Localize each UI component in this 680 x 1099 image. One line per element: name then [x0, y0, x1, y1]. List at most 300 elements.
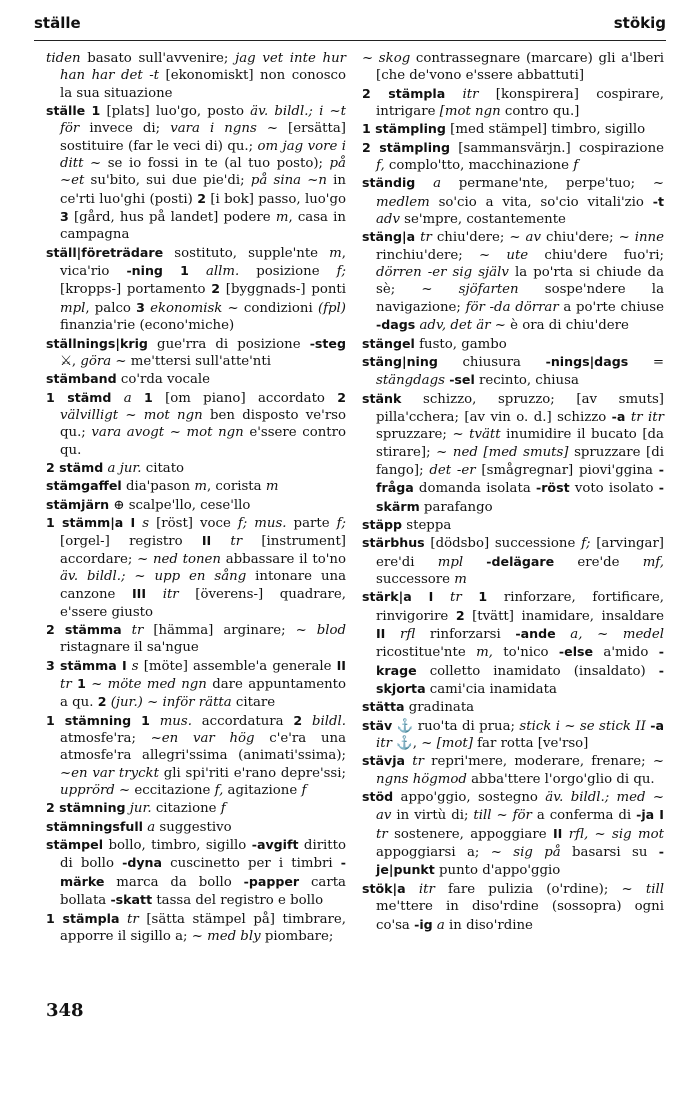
headword: 2	[455, 607, 465, 623]
italic-text: (jur.) ~ inför rätta	[110, 695, 232, 711]
definition-text: se'mpre, costantemente	[399, 212, 566, 228]
italic-text: itr	[162, 587, 179, 603]
headword: -fråga	[376, 461, 664, 496]
dictionary-entry	[362, 880, 664, 934]
headword: -skjorta	[376, 662, 664, 697]
definition-text: [sätta stämpel på] timbrare, apporre il sigillo a;	[60, 911, 346, 944]
definition-text: contrassegnare (marcare) gli a'lberi [che de'vono e'ssere abbattuti]	[376, 51, 664, 84]
italic-text: m	[265, 479, 279, 495]
italic-text: vara avogt ~ mot ngn	[91, 425, 244, 441]
definition-text	[628, 355, 653, 370]
italic-text: om jag vore i ditt ~	[60, 138, 347, 172]
italic-text: rfl, ~ sig mot	[568, 826, 664, 842]
italic-text: = stängdags	[376, 354, 664, 389]
italic-text: äv. bildl.; i ~t för	[60, 104, 346, 137]
definition-text: voto isolato	[569, 481, 659, 497]
definition-text: la po'rta si chiude da sè;	[376, 265, 664, 298]
dictionary-entry	[46, 657, 346, 712]
headword: 2 stämpla	[362, 85, 446, 101]
italic-text: a	[436, 917, 445, 933]
headword: -steg	[309, 335, 346, 351]
left-column	[46, 50, 346, 945]
italic-text: på ~et	[60, 156, 346, 189]
headword: stämgaffel	[46, 478, 122, 494]
headword: stärbhus	[362, 535, 425, 551]
italic-text: a, ~ medel	[570, 627, 664, 642]
italic-text: tr	[131, 623, 144, 638]
italic-text: m	[194, 479, 207, 495]
headword: 2 stämpling	[362, 139, 450, 155]
headword: 1 stämpla	[46, 910, 120, 926]
definition-text	[146, 587, 163, 602]
italic-text: för -da dörrar	[465, 299, 559, 315]
italic-text: ~ med bly	[191, 928, 261, 944]
italic-text: a	[123, 390, 132, 406]
definition-text: appoggiarsi a;	[376, 845, 491, 861]
definition-text: [konspirera] cospirare, intrigare	[376, 86, 664, 120]
definition-text: invece di;	[79, 121, 171, 137]
definition-text: colletto inamidato (insaldato)	[416, 663, 659, 679]
headword: stämningsfull	[46, 818, 143, 834]
definition-text: [i bok] passo, luo'go	[205, 191, 346, 207]
italic-text: tr	[449, 590, 462, 606]
definition-text	[211, 534, 230, 549]
definition-text: [tvätt] inamidare, insaldare	[464, 608, 665, 624]
definition-text: chiu'dere fuo'ri;	[528, 247, 664, 263]
italic-text: itr	[418, 881, 435, 897]
dictionary-entry	[46, 910, 346, 946]
definition-text: a'mido	[593, 645, 659, 661]
definition-text: parafango	[419, 499, 493, 515]
headword: III	[132, 586, 147, 602]
definition-text: rinchiu'dere;	[376, 247, 479, 263]
italic-text: ~ inne	[618, 230, 664, 246]
italic-text: vara i ngns ~	[170, 121, 278, 137]
definition-text: , vica'rio	[60, 245, 346, 280]
definition-text: [hämma] arginare;	[143, 623, 296, 638]
headword: stök|a	[362, 880, 406, 896]
italic-text: det -er	[429, 462, 476, 478]
dictionary-entry	[46, 50, 346, 102]
definition-text: rinforzare, fortificare, rinvigorire	[376, 590, 665, 624]
definition-text: ⚓,	[391, 736, 422, 752]
definition-text: me'ttersi sull'atte'nti	[126, 353, 271, 369]
definition-text: condizioni	[238, 300, 318, 316]
headword: 1 stämpling	[362, 121, 446, 137]
italic-text: ~ möte med ngn	[91, 677, 207, 693]
headword: -avgift	[251, 837, 299, 853]
headword: -ja I	[636, 807, 664, 823]
dictionary-entry	[46, 370, 346, 388]
italic-text: ~ ned tonen	[137, 551, 221, 567]
italic-text: tr	[60, 677, 72, 693]
definition-text: [dödsbo] successione	[424, 536, 582, 552]
definition-text: ere'de	[554, 554, 643, 570]
headword: -skärm	[376, 480, 664, 514]
definition-text	[302, 714, 312, 729]
headword: -sel	[449, 372, 475, 388]
definition-text: diritto di bollo	[60, 838, 346, 872]
definition-text: inumidire il bucato [da stirare];	[376, 427, 664, 460]
headword: -skatt	[110, 892, 153, 908]
italic-text: m	[329, 245, 342, 261]
italic-text: ~ av	[509, 230, 541, 246]
italic-text: ~ sjöfarten	[421, 282, 519, 298]
definition-text: atmosfe'ra;	[60, 731, 151, 747]
headword: -nings|dags	[545, 353, 629, 369]
dictionary-entry	[46, 836, 346, 909]
headword: -papper	[243, 873, 300, 889]
dictionary-entry	[362, 85, 664, 121]
definition-text: punto d'appo'ggio	[434, 863, 561, 879]
italic-text: s	[131, 658, 139, 674]
definition-text: dare appuntamento a qu.	[60, 677, 346, 711]
definition-text: tassa del registro e bollo	[152, 893, 324, 909]
italic-text: ~en var tryckt	[60, 765, 159, 781]
italic-text: jag vet inte hur han har det -t	[60, 51, 346, 84]
italic-text: mf,	[642, 554, 664, 570]
italic-text: f,	[376, 158, 385, 174]
headword: -ning 1	[126, 263, 189, 279]
italic-text: a	[147, 819, 156, 835]
headword: 1 stämning 1	[46, 712, 150, 728]
headword: -a	[650, 717, 664, 733]
italic-text: tr	[420, 230, 432, 246]
italic-text: tr itr	[630, 409, 664, 425]
headword: 3 stämma I	[46, 657, 127, 673]
definition-text: contro qu.]	[500, 104, 580, 120]
headword: stänk	[362, 390, 402, 406]
definition-text: complo'tto, macchinazione	[384, 158, 574, 174]
definition-text: dia'pason	[121, 479, 195, 495]
dictionary-entry	[362, 698, 664, 716]
italic-text: ~ sig på	[490, 845, 561, 861]
definition-text: [möte] assemble'a generale	[138, 658, 337, 674]
italic-text: f;	[336, 264, 347, 280]
definition-text: suggestivo	[155, 819, 232, 835]
headword: -ande	[515, 626, 556, 641]
dictionary-entry	[362, 120, 664, 138]
italic-text: allm.	[205, 264, 240, 280]
headword: -a	[611, 408, 626, 424]
headword: 2	[97, 694, 107, 710]
definition-text: [överens-] quadrare, e'ssere giusto	[60, 587, 346, 620]
definition-text: ricostitue'nte	[376, 645, 477, 661]
definition-text: gli spi'riti e'rano depre'ssi;	[158, 765, 346, 781]
definition-text: abba'ttere l'orgo'glio di qu.	[466, 771, 655, 787]
headword: stäv	[362, 717, 393, 733]
definition-text: [röst] voce	[149, 515, 238, 531]
definition-text: recinto, chiusa	[474, 373, 579, 389]
definition-text: [arvingar] ere'di	[376, 536, 664, 570]
definition-text	[445, 87, 462, 102]
dictionary-entry	[362, 174, 664, 228]
definition-text: accordatura	[191, 713, 294, 729]
definition-text: far rotta [ve'rso]	[472, 736, 589, 752]
italic-text: ~ skog	[362, 51, 411, 66]
headword: -dags	[376, 317, 416, 333]
dictionary-entry	[46, 799, 346, 817]
headword: stöd	[362, 789, 394, 805]
italic-text: jur.	[129, 801, 152, 817]
italic-text: f;	[581, 536, 591, 552]
definition-text: [plats] luo'go, posto	[100, 104, 251, 120]
italic-text: mpl	[60, 300, 86, 316]
definition-text: , palco	[85, 300, 137, 316]
dictionary-entry	[46, 459, 346, 477]
italic-text: upprörd ~	[60, 783, 131, 799]
dictionary-entry	[46, 818, 346, 836]
headword: -märke	[60, 855, 347, 889]
definition-text: abbassare il to'no	[221, 551, 346, 567]
italic-text: f	[573, 158, 579, 174]
definition-text: domanda isolata	[413, 481, 536, 497]
definition-text: gradinata	[404, 700, 475, 716]
definition-text: appo'ggio, sostegno	[393, 790, 546, 806]
definition-text: citazione	[151, 801, 221, 817]
dictionary-entry	[362, 717, 664, 753]
dictionary-entry	[46, 621, 346, 657]
definition-text: ⚓ ruo'ta di prua;	[392, 718, 520, 734]
definition-text: basato sull'avvenire;	[80, 51, 236, 66]
italic-text: f;	[336, 515, 346, 531]
definition-text: fusto, gambo	[414, 336, 507, 352]
italic-text: tr	[376, 826, 388, 842]
headword: -delägare	[486, 553, 555, 569]
definition-text: chiu'dere;	[431, 230, 510, 246]
dictionary-entry	[362, 752, 664, 788]
dictionary-entry	[46, 496, 346, 514]
headword: 2	[293, 712, 303, 728]
dictionary-entry	[46, 102, 346, 244]
definition-text	[189, 264, 206, 279]
definition-text: [ersätta] sostituire (far le veci di) qu.;	[60, 121, 346, 154]
definition-text: chiu'dere;	[541, 230, 619, 246]
headword: 2 stämning	[46, 800, 126, 816]
definition-text: fare pulizia (o'rdine);	[434, 881, 622, 897]
italic-text: ~ ngns högmod	[376, 754, 664, 787]
definition-text: cami'cia inamidata	[425, 682, 557, 698]
dictionary-entry	[46, 477, 346, 495]
italic-text: ~ blod	[295, 623, 347, 638]
headword: stängel	[362, 335, 415, 351]
italic-text: adv	[376, 212, 400, 228]
definition-text: , casa in campagna	[60, 210, 346, 243]
headword: II	[552, 825, 563, 841]
definition-text: steppa	[402, 517, 452, 533]
definition-text: carta bollata	[60, 874, 346, 909]
definition-text: [instrument] accordare;	[60, 534, 346, 567]
dictionary-entry	[362, 516, 664, 534]
headword: ständig	[362, 175, 416, 191]
right-column	[362, 50, 664, 934]
headword: II	[376, 626, 386, 641]
definition-text: bollo, timbro, sigillo	[103, 838, 252, 854]
headword: 2	[197, 190, 206, 206]
headword: stämpel	[46, 837, 104, 853]
definition-text: in virtù di;	[391, 808, 474, 824]
definition-text: [gård, hus på landet] podere	[68, 210, 276, 226]
dictionary-entry	[46, 514, 346, 621]
headword: -ig	[414, 916, 433, 932]
headword: 1	[143, 389, 153, 405]
definition-text: agitazione	[223, 783, 302, 799]
definition-text: successore	[376, 571, 455, 587]
definition-text: piombare;	[260, 928, 334, 944]
italic-text: m	[275, 210, 289, 226]
italic-text: till ~ för	[473, 808, 532, 824]
headword: II	[336, 657, 346, 673]
dictionary-entry	[362, 534, 664, 588]
dictionary-entry	[362, 390, 664, 516]
headword: stärk|a I	[362, 589, 434, 605]
italic-text: mpl	[437, 554, 464, 570]
definition-text: me'ttere in diso'rdine (sossopra) ogni co'sa	[376, 899, 664, 933]
dictionary-entry	[362, 139, 664, 175]
definition-text: sostenere, appoggiare	[387, 826, 553, 842]
italic-text: välvilligt ~ mot ngn	[60, 407, 203, 423]
definition-text	[119, 912, 127, 927]
headword: stäng|ning	[362, 353, 438, 369]
definition-text: ⊕ scalpe'llo, cese'llo	[109, 497, 251, 513]
headword: -röst	[535, 480, 570, 496]
dictionary-entry	[362, 228, 664, 334]
definition-text: sospe'ndere la navigazione;	[376, 282, 664, 315]
italic-text: f	[301, 783, 307, 799]
definition-text: [kropps-] portamento	[60, 282, 212, 298]
definition-text: schizzo, spruzzo; [av smuts] pilla'cchera; [av vin o. d.] schizzo	[376, 391, 664, 425]
italic-text: på sina ~n	[250, 173, 327, 189]
definition-text: cuscinetto per i timbri	[162, 856, 341, 872]
headword: ställ|företrädare	[46, 244, 164, 260]
headword: 2 stämd	[46, 459, 104, 475]
definition-text: ristagnare il sa'ngue	[60, 640, 199, 656]
definition-text: e'ssere contro qu.	[60, 425, 346, 458]
italic-text: f; mus.	[237, 515, 287, 531]
italic-text: [mot ngn	[439, 104, 501, 120]
definition-text	[385, 627, 400, 642]
italic-text: tr	[127, 911, 139, 927]
italic-text: tr	[412, 754, 424, 770]
definition-text: a po'rte chiuse	[558, 299, 664, 315]
headword: 2	[211, 281, 221, 297]
dictionary-entry	[362, 588, 664, 698]
definition-text: ben disposto ve'rso qu.;	[60, 407, 346, 441]
italic-text: (fpl)	[317, 300, 346, 316]
headword: -else	[558, 644, 594, 660]
definition-text	[556, 627, 571, 642]
headword: ställnings|krig	[46, 335, 148, 351]
dictionary-entry	[362, 50, 664, 85]
definition-text: [smågregnar] piovi'ggina	[475, 462, 659, 478]
italic-text: a jur.	[107, 460, 142, 476]
definition-text	[463, 555, 486, 570]
italic-text: ~ [mot]	[421, 736, 473, 752]
dictionary-entry	[362, 788, 664, 880]
definition-text: parte	[286, 515, 337, 531]
definition-text: è ora di chiu'dere	[505, 318, 629, 334]
italic-text: a	[433, 176, 442, 192]
headword: stäpp	[362, 516, 403, 532]
italic-text: tiden	[46, 51, 81, 66]
running-header	[34, 14, 666, 36]
italic-text: ~ medlem	[376, 176, 664, 210]
italic-text: dörren -er sig själv	[376, 265, 509, 281]
definition-text: spruzzare [di fango];	[376, 444, 665, 478]
italic-text: s	[142, 515, 150, 531]
headword: -je|punkt	[376, 844, 664, 878]
italic-text: ~ till	[621, 881, 664, 897]
italic-text: adv, det är ~	[419, 318, 506, 334]
definition-text: , corista	[206, 479, 266, 495]
dictionary-entry	[362, 353, 664, 390]
definition-text: to'nico	[492, 645, 559, 661]
italic-text: stick i ~ se stick II	[519, 718, 646, 734]
definition-text: [orgel-] registro	[60, 534, 202, 550]
italic-text: mus.	[159, 713, 192, 729]
definition-text: [byggnads-] ponti	[220, 282, 347, 298]
headword: 1 stämd	[46, 389, 112, 405]
headword: -dyna	[122, 855, 163, 871]
italic-text: itr	[376, 736, 392, 752]
definition-text: [ekonomiskt] non conosco la sua situazione	[60, 68, 346, 101]
headword: 2 stämma	[46, 622, 122, 637]
definition-text	[415, 176, 433, 191]
definition-text: spruzzare;	[376, 427, 453, 443]
headword: 1 stämm|a I	[46, 514, 136, 530]
headword: -krage	[376, 644, 664, 678]
definition-text: co'rda vocale	[116, 372, 211, 388]
italic-text: ekonomisk ~	[150, 300, 239, 316]
definition-text: permane'nte, perpe'tuo;	[441, 176, 653, 192]
definition-text: c'e'ra una atmosfe'ra allegri'ssima (animati'ssima);	[60, 731, 347, 764]
definition-text: citare	[231, 695, 276, 711]
definition-text: se io fossi in te (al tuo posto);	[101, 156, 330, 172]
definition-text: basarsi su	[560, 845, 659, 861]
headword: 3	[136, 299, 145, 315]
italic-text: m	[454, 571, 467, 587]
definition-text: gue'rra di posizione	[147, 336, 310, 352]
headword: -t	[652, 193, 664, 209]
definition-text: marca da bollo	[104, 874, 244, 890]
dictionary-entry	[46, 712, 346, 800]
headword: stäng|a	[362, 229, 416, 245]
definition-text: rinforzarsi	[415, 627, 516, 642]
headword: 1	[478, 589, 488, 605]
italic-text: rfl	[400, 627, 416, 642]
definition-text: in diso'rdine	[444, 917, 533, 933]
dictionary-entry	[46, 389, 346, 459]
definition-text: in ce'rti luo'ghi (posti)	[60, 173, 347, 207]
headword: stätta	[362, 699, 405, 715]
definition-text: sostituto, supple'nte	[163, 245, 330, 261]
definition-text: intonare una canzone	[60, 568, 346, 603]
definition-text: [med stämpel] timbro, sigillo	[445, 122, 646, 138]
page-number: 348	[46, 1000, 84, 1021]
italic-text: äv. bildl.; med ~ av	[376, 790, 665, 824]
definition-text	[433, 590, 450, 605]
definition-text: [sammansvärjn.] cospirazione	[450, 140, 664, 156]
definition-text: chiusura	[437, 354, 546, 370]
definition-text	[462, 590, 479, 605]
headword: stämjärn	[46, 496, 110, 512]
definition-text: eccitazione	[130, 783, 215, 799]
header-right-guideword: stökig	[613, 14, 666, 32]
definition-text: finanzia'rie (econo'miche)	[60, 318, 235, 334]
dictionary-entry	[46, 335, 346, 371]
headword: stämband	[46, 371, 117, 387]
italic-text: bildl.	[311, 713, 346, 729]
